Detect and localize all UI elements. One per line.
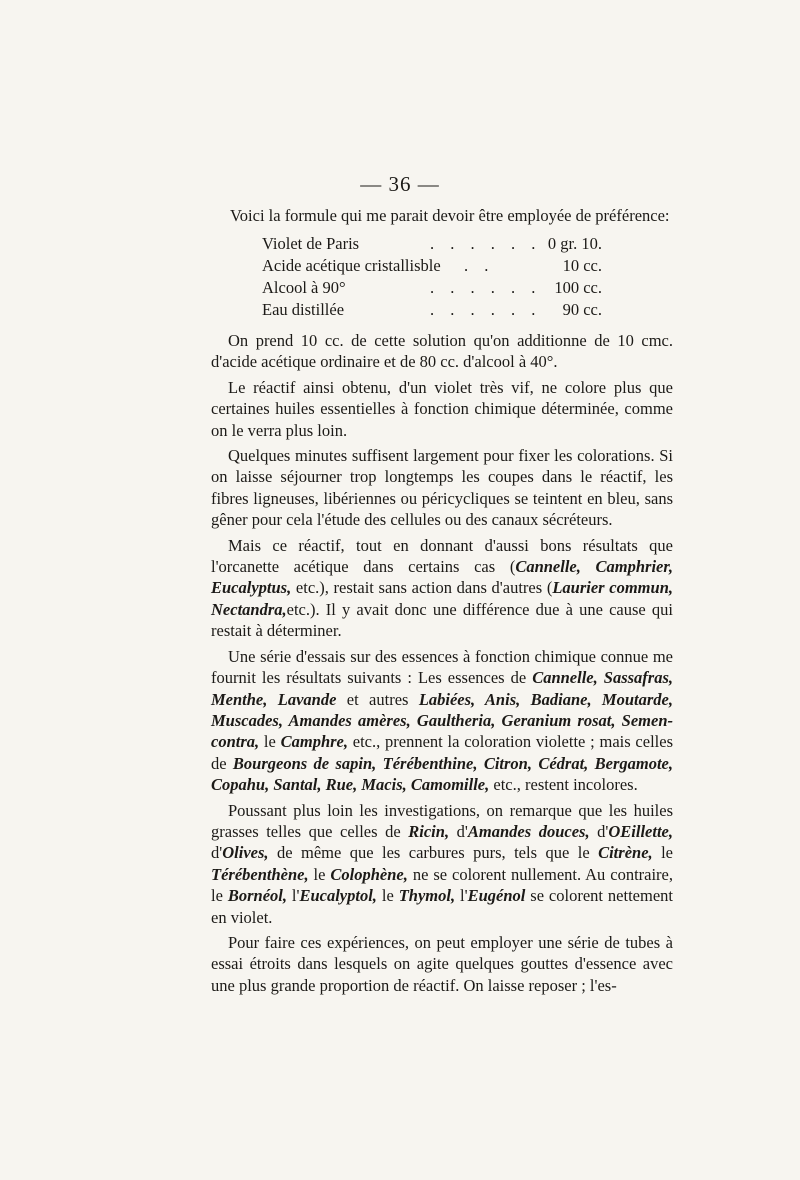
- text-run: Une série d'essais sur des essences à fonction chimique connue me fournit les résultats suivants : Les essences de: [211, 646, 673, 688]
- text-run: d': [589, 821, 609, 841]
- text-run: se colorent nettement en violet.: [211, 886, 673, 927]
- text-run: le: [652, 843, 673, 863]
- text-run: d': [211, 843, 223, 863]
- text-run: etc., prennent la coloration violette ; mais celles de: [211, 732, 673, 773]
- text-run: le: [376, 886, 399, 906]
- italic-term: Thymol,: [398, 886, 456, 906]
- ingredient-quantity: 90 cc.: [562, 300, 602, 319]
- page-number: — 36 —: [360, 172, 440, 196]
- text-run: d': [449, 821, 468, 841]
- italic-term: Eucalyptol,: [299, 886, 377, 906]
- text-run: et autres: [336, 689, 419, 709]
- ingredient-name: Eau distillée: [262, 300, 345, 319]
- paragraph: [211, 646, 673, 796]
- italic-term: Labiées, Anis, Badiane, Moutarde, Muscades, Amandes amères, Gaultheria, Geranium rosat, Semen-contra,: [211, 689, 673, 752]
- text-run: le: [259, 732, 281, 752]
- italic-term: Camphre,: [280, 732, 348, 752]
- body-text: [211, 330, 673, 1000]
- formula-row: [262, 233, 662, 255]
- paragraph: Quelques minutes suffisent largement pour fixer les colorations. Si on laisse séjourner trop longtemps les coupes dans le réactif, les fibres ligneuses, libériennes ou péricycliques se teintent en bleu, sans gêner pour cela l'étude des cellules ou des canaux sécréteurs.: [211, 446, 673, 530]
- text-run: ne se colorent nullement. Au contraire, le: [211, 864, 673, 906]
- italic-term: Bornéol,: [227, 886, 287, 906]
- text-run: de même que les carbures purs, tels que le: [268, 843, 599, 863]
- ingredient-quantity: 0 gr. 10.: [547, 234, 602, 253]
- italic-term: Bourgeons de sapin, Térébenthine, Citron, Cédrat, Bergamote, Copahu, Santal, Rue, Macis, Camomille,: [211, 753, 673, 795]
- text-run: etc., restent incolores.: [489, 775, 638, 795]
- text-run: etc.), restait sans action dans d'autres (: [291, 578, 553, 598]
- text-run: Poussant plus loin les investigations, on remarque que les huiles grasses telles que celles de: [211, 800, 673, 841]
- paragraph: [211, 535, 673, 642]
- text-run: le: [308, 864, 331, 884]
- italic-term: Olives,: [222, 843, 269, 863]
- ingredient-name: Acide acétique cristallisble: [262, 256, 441, 275]
- italic-term: Cannelle, Camphrier, Eucalyptus,: [211, 557, 674, 598]
- italic-term: Colophène,: [330, 864, 408, 884]
- italic-term: OEillette,: [608, 821, 673, 841]
- paragraph: Pour faire ces expériences, on peut employer une série de tubes à essai étroits dans lesquels on agite quelques gouttes d'essence avec une plus grande proportion de réactif. On laisse reposer ; l'es-: [211, 932, 673, 995]
- leader-dots: . .: [464, 256, 495, 275]
- paragraph: Le réactif ainsi obtenu, d'un violet très vif, ne colore plus que certaines huiles essentielles à fonction chimique déterminée, comme on le verra plus loin.: [211, 377, 673, 440]
- text-run: l': [455, 886, 468, 906]
- italic-term: Citrène,: [598, 843, 653, 863]
- leader-dots: . . . . . .: [430, 234, 542, 253]
- italic-term: Cannelle, Sassafras, Menthe, Lavande: [211, 668, 673, 709]
- leader-dots: . . . . . .: [430, 300, 542, 319]
- ingredient-quantity: 100 cc.: [554, 278, 602, 297]
- formula-row: [262, 255, 662, 277]
- italic-term: Térébenthène,: [211, 864, 309, 884]
- text-run: Mais ce réactif, tout en donnant d'aussi bons résultats que l'orcanette acétique dans certains cas (: [211, 535, 673, 577]
- italic-term: Amandes douces,: [467, 821, 590, 841]
- ingredient-name: Alcool à 90°: [262, 278, 346, 297]
- italic-term: Laurier commun, Nectandra,: [211, 578, 673, 619]
- text-run: etc.). Il y avait donc une différence due à une cause qui restait à déterminer.: [211, 599, 673, 641]
- formula-intro: Voici la formule qui me parait devoir être employée de préférence:: [230, 206, 670, 225]
- formula-table: [262, 233, 662, 321]
- paragraph: [211, 800, 673, 928]
- italic-term: Eugénol: [467, 886, 526, 906]
- leader-dots: . . . . . .: [430, 278, 542, 297]
- formula-row: [262, 299, 662, 321]
- ingredient-name: Violet de Paris: [262, 234, 360, 253]
- paragraph: On prend 10 cc. de cette solution qu'on additionne de 10 cmc. d'acide acétique ordinaire et de 80 cc. d'alcool à 40°.: [211, 331, 673, 372]
- italic-term: Ricin,: [408, 821, 450, 841]
- ingredient-quantity: 10 cc.: [562, 256, 602, 275]
- text-run: l': [286, 886, 300, 906]
- formula-row: [262, 277, 662, 299]
